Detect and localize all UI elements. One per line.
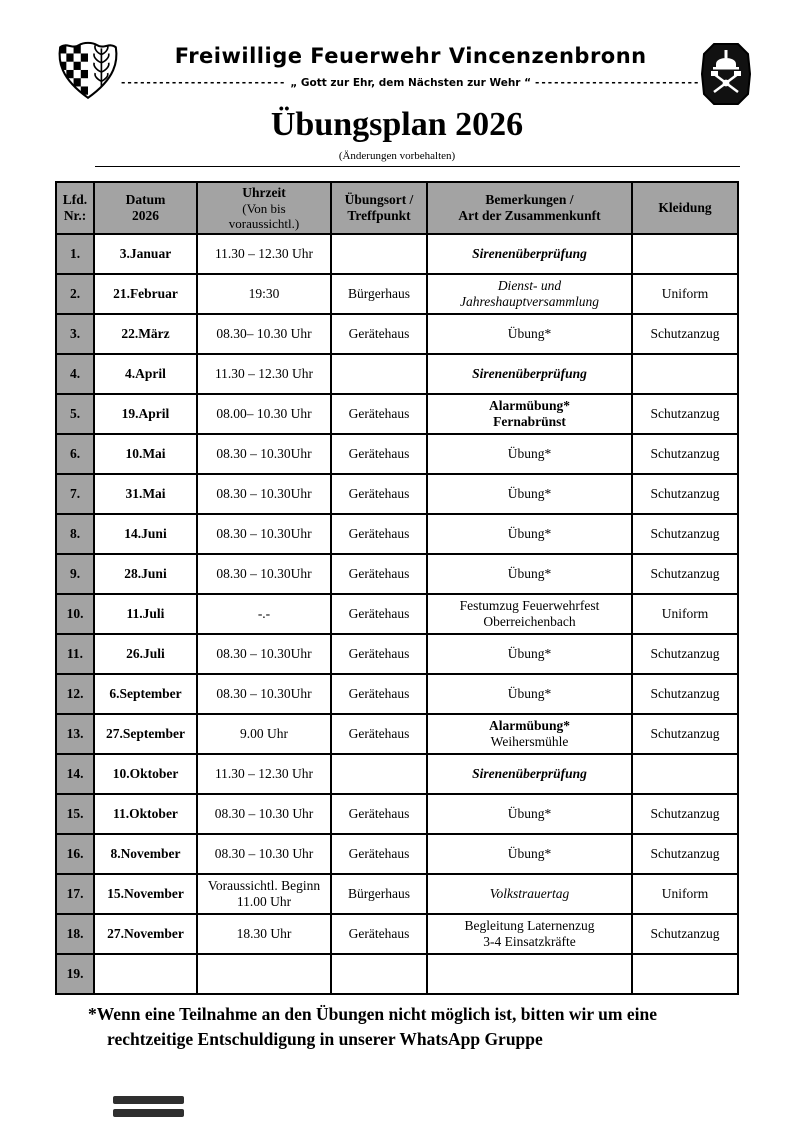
cell-bemerkung: Übung* <box>427 514 632 554</box>
col-header-bemerkungen <box>427 182 632 234</box>
motto-row <box>121 77 700 89</box>
cell-lfd-nr: 7. <box>56 474 94 514</box>
cell-uhrzeit: Voraussichtl. Beginn 11.00 Uhr <box>197 874 331 914</box>
col-header-datum <box>94 182 197 234</box>
cell-datum: 22.März <box>94 314 197 354</box>
table-row <box>56 714 738 754</box>
cell-lfd-nr: 10. <box>56 594 94 634</box>
cell-uhrzeit: 08.30 – 10.30Uhr <box>197 514 331 554</box>
cell-datum: 6.September <box>94 674 197 714</box>
cell-uebungsort: Gerätehaus <box>331 474 427 514</box>
cell-datum: 31.Mai <box>94 474 197 514</box>
footnote-line-1: *Wenn eine Teilnahme an den Übungen nicht möglich ist, bitten wir um eine <box>88 1004 657 1024</box>
cell-lfd-nr: 19. <box>56 954 94 994</box>
col-header-uhrzeit <box>197 182 331 234</box>
cell-uhrzeit: 19:30 <box>197 274 331 314</box>
cell-datum: 26.Juli <box>94 634 197 674</box>
title-divider-rule <box>95 166 740 167</box>
col-header-line: Nr.: <box>63 208 87 223</box>
cell-uhrzeit <box>197 954 331 994</box>
cell-uhrzeit: 08.30 – 10.30 Uhr <box>197 834 331 874</box>
dashed-rule-left: -------------------------- <box>121 77 287 89</box>
table-row <box>56 394 738 434</box>
cell-uebungsort: Bürgerhaus <box>331 274 427 314</box>
footnote <box>88 1002 748 1053</box>
cell-kleidung: Schutzanzug <box>632 674 738 714</box>
col-header-line: Uhrzeit <box>242 185 286 201</box>
cell-kleidung <box>632 354 738 394</box>
cell-uhrzeit: 08.30 – 10.30Uhr <box>197 434 331 474</box>
cell-uebungsort: Gerätehaus <box>331 514 427 554</box>
col-header-subline: (Von bis <box>242 200 286 216</box>
cell-bemerkung: Übung* <box>427 674 632 714</box>
cell-kleidung: Schutzanzug <box>632 434 738 474</box>
col-header-line: Treffpunkt <box>347 208 411 223</box>
bottom-redaction-bar <box>113 1109 184 1117</box>
col-header-line: Datum <box>125 192 166 208</box>
fire-brigade-badge-icon <box>700 42 752 106</box>
cell-datum: 4.April <box>94 354 197 394</box>
cell-bemerkung: Übung* <box>427 634 632 674</box>
cell-uhrzeit: 11.30 – 12.30 Uhr <box>197 234 331 274</box>
cell-lfd-nr: 14. <box>56 754 94 794</box>
cell-lfd-nr: 1. <box>56 234 94 274</box>
cell-datum: 14.Juni <box>94 514 197 554</box>
cell-kleidung: Schutzanzug <box>632 794 738 834</box>
cell-uhrzeit: 08.00– 10.30 Uhr <box>197 394 331 434</box>
table-row <box>56 474 738 514</box>
col-header-line: Übungsort / <box>344 192 414 208</box>
bottom-redaction-bar <box>113 1096 184 1104</box>
cell-kleidung: Schutzanzug <box>632 474 738 514</box>
cell-datum: 11.Juli <box>94 594 197 634</box>
cell-uebungsort: Gerätehaus <box>331 914 427 954</box>
cell-bemerkung: Sirenenüberprüfung <box>427 354 632 394</box>
cell-datum: 10.Mai <box>94 434 197 474</box>
cell-bemerkung: Begleitung Laternenzug 3-4 Einsatzkräfte <box>427 914 632 954</box>
cell-lfd-nr: 13. <box>56 714 94 754</box>
table-row <box>56 954 738 994</box>
cell-uhrzeit: 08.30– 10.30 Uhr <box>197 314 331 354</box>
cell-uebungsort: Gerätehaus <box>331 674 427 714</box>
page-subtitle: (Änderungen vorbehalten) <box>338 150 456 162</box>
col-header-lfd-nr <box>56 182 94 234</box>
cell-kleidung: Schutzanzug <box>632 314 738 354</box>
cell-uebungsort: Gerätehaus <box>331 314 427 354</box>
table-row <box>56 354 738 394</box>
cell-lfd-nr: 16. <box>56 834 94 874</box>
page-title: Übungsplan 2026 <box>270 106 524 143</box>
table-row <box>56 834 738 874</box>
table-row <box>56 754 738 794</box>
cell-uhrzeit: 08.30 – 10.30Uhr <box>197 674 331 714</box>
cell-kleidung <box>632 234 738 274</box>
cell-datum: 11.Oktober <box>94 794 197 834</box>
cell-bemerkung: Übung* <box>427 834 632 874</box>
cell-uhrzeit: 08.30 – 10.30Uhr <box>197 474 331 514</box>
cell-kleidung: Uniform <box>632 594 738 634</box>
table-row <box>56 914 738 954</box>
cell-lfd-nr: 11. <box>56 634 94 674</box>
cell-uebungsort: Gerätehaus <box>331 794 427 834</box>
cell-kleidung: Uniform <box>632 874 738 914</box>
cell-uebungsort: Gerätehaus <box>331 714 427 754</box>
cell-bemerkung: Volkstrauertag <box>427 874 632 914</box>
cell-uebungsort <box>331 954 427 994</box>
cell-uhrzeit: 9.00 Uhr <box>197 714 331 754</box>
footnote-line-2: rechtzeitige Entschuldigung in unserer WhatsApp Gruppe <box>107 1029 543 1050</box>
village-crest-icon <box>55 40 121 102</box>
cell-datum: 15.November <box>94 874 197 914</box>
cell-lfd-nr: 8. <box>56 514 94 554</box>
cell-uhrzeit: 08.30 – 10.30Uhr <box>197 554 331 594</box>
cell-uebungsort: Gerätehaus <box>331 634 427 674</box>
cell-lfd-nr: 17. <box>56 874 94 914</box>
cell-bemerkung: Sirenenüberprüfung <box>427 754 632 794</box>
cell-bemerkung: Alarmübung* Fernabrünst <box>427 394 632 434</box>
cell-kleidung: Schutzanzug <box>632 554 738 594</box>
cell-uhrzeit: 18.30 Uhr <box>197 914 331 954</box>
dashed-rule-right: -------------------------- <box>535 77 701 89</box>
cell-lfd-nr: 15. <box>56 794 94 834</box>
header-row <box>56 182 738 234</box>
cell-kleidung <box>632 954 738 994</box>
cell-uhrzeit: 11.30 – 12.30 Uhr <box>197 754 331 794</box>
cell-datum: 8.November <box>94 834 197 874</box>
cell-uebungsort: Gerätehaus <box>331 434 427 474</box>
cell-uebungsort <box>331 234 427 274</box>
cell-kleidung: Schutzanzug <box>632 834 738 874</box>
cell-datum: 27.September <box>94 714 197 754</box>
table-row <box>56 634 738 674</box>
table-row <box>56 794 738 834</box>
table-row <box>56 674 738 714</box>
cell-lfd-nr: 9. <box>56 554 94 594</box>
col-header-line: Art der Zusammenkunft <box>458 208 601 223</box>
cell-bemerkung: Übung* <box>427 474 632 514</box>
col-header-line: 2026 <box>132 208 159 223</box>
cell-bemerkung: Übung* <box>427 434 632 474</box>
schedule-table-body <box>56 234 738 994</box>
cell-bemerkung: Festumzug Feuerwehrfest Oberreichenbach <box>427 594 632 634</box>
cell-datum: 21.Februar <box>94 274 197 314</box>
cell-kleidung: Schutzanzug <box>632 714 738 754</box>
cell-uhrzeit: 08.30 – 10.30Uhr <box>197 634 331 674</box>
cell-datum: 27.November <box>94 914 197 954</box>
cell-kleidung <box>632 754 738 794</box>
table-row <box>56 274 738 314</box>
cell-bemerkung: Dienst- und Jahreshauptversammlung <box>427 274 632 314</box>
cell-uhrzeit: -.- <box>197 594 331 634</box>
cell-lfd-nr: 5. <box>56 394 94 434</box>
cell-bemerkung <box>427 954 632 994</box>
cell-uebungsort <box>331 354 427 394</box>
col-header-uebungsort <box>331 182 427 234</box>
cell-uebungsort: Bürgerhaus <box>331 874 427 914</box>
cell-uebungsort: Gerätehaus <box>331 394 427 434</box>
cell-datum: 10.Oktober <box>94 754 197 794</box>
cell-datum: 3.Januar <box>94 234 197 274</box>
cell-lfd-nr: 6. <box>56 434 94 474</box>
col-header-line: Bemerkungen / <box>485 192 574 208</box>
cell-kleidung: Schutzanzug <box>632 394 738 434</box>
organization-name: Freiwillige Feuerwehr Vincenzenbronn <box>174 44 647 68</box>
cell-datum <box>94 954 197 994</box>
col-header-subline: voraussichtl.) <box>228 215 300 231</box>
cell-lfd-nr: 3. <box>56 314 94 354</box>
cell-uebungsort: Gerätehaus <box>331 834 427 874</box>
motto-text: „ Gott zur Ehr, dem Nächsten zur Wehr “ <box>290 77 532 89</box>
schedule-table <box>55 181 739 995</box>
cell-bemerkung: Alarmübung* Weihersmühle <box>427 714 632 754</box>
table-row <box>56 554 738 594</box>
col-header-line: Kleidung <box>658 200 712 216</box>
cell-kleidung: Schutzanzug <box>632 634 738 674</box>
letterhead-center <box>121 40 700 89</box>
cell-uebungsort: Gerätehaus <box>331 554 427 594</box>
schedule-table-header <box>56 182 738 234</box>
table-row <box>56 434 738 474</box>
table-row <box>56 874 738 914</box>
cell-bemerkung: Sirenenüberprüfung <box>427 234 632 274</box>
table-row <box>56 514 738 554</box>
table-row <box>56 594 738 634</box>
table-row <box>56 314 738 354</box>
cell-uebungsort <box>331 754 427 794</box>
cell-lfd-nr: 4. <box>56 354 94 394</box>
cell-bemerkung: Übung* <box>427 314 632 354</box>
cell-bemerkung: Übung* <box>427 554 632 594</box>
cell-lfd-nr: 18. <box>56 914 94 954</box>
cell-kleidung: Schutzanzug <box>632 514 738 554</box>
cell-lfd-nr: 12. <box>56 674 94 714</box>
cell-uhrzeit: 08.30 – 10.30 Uhr <box>197 794 331 834</box>
cell-kleidung: Uniform <box>632 274 738 314</box>
cell-kleidung: Schutzanzug <box>632 914 738 954</box>
col-header-line: Lfd. <box>62 192 88 208</box>
letterhead <box>55 40 740 106</box>
cell-lfd-nr: 2. <box>56 274 94 314</box>
cell-datum: 28.Juni <box>94 554 197 594</box>
cell-datum: 19.April <box>94 394 197 434</box>
cell-bemerkung: Übung* <box>427 794 632 834</box>
table-row <box>56 234 738 274</box>
cell-uhrzeit: 11.30 – 12.30 Uhr <box>197 354 331 394</box>
cell-uebungsort: Gerätehaus <box>331 594 427 634</box>
col-header-kleidung <box>632 182 738 234</box>
